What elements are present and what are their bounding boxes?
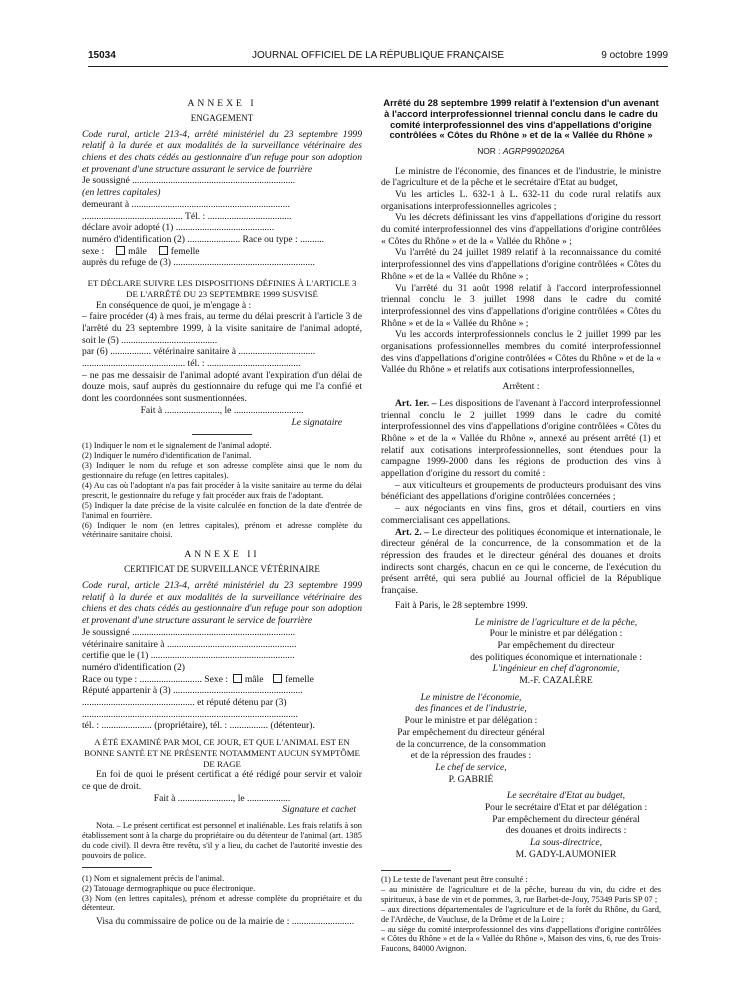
nota-text: Nota. – Le présent certificat est personnel et inaliénable. Les frais relatifs à son établissement sont à la charge du propriétaire ou du détenteur de l'animal (art. 1385 du code civil). Il devra être revêtu, s'il y a lieu, du cachet de l'autorité investie des pouvoirs de police. bbox=[82, 821, 362, 860]
signatory-line: des politiques économique et internationale : bbox=[470, 651, 642, 663]
en-foi-text: En foi de quoi le présent certificat a été rédigé pour servir et valoir ce que de droit. bbox=[82, 769, 362, 793]
note: (3) Indiquer le nom du refuge et son adresse complète ainsi que le nom du gestionnaire du refuge (en lettres capitales). bbox=[82, 461, 362, 480]
signatory-line: et de la répression des fraudes : bbox=[410, 750, 532, 762]
footnote-line: (1) Le texte de l'avenant peut être consulté : bbox=[381, 875, 528, 884]
signatory-line: Pour le ministre et par délégation : bbox=[404, 715, 538, 727]
footnote-line: – au siège du comité interprofessionnel des vins d'appellations d'origine contrôlées « Côtes du Rhône » et de la « Vallée du Rhône », Maison des vins, 6, rue des Trois-Faucons, 84000 Avignon. bbox=[381, 924, 661, 954]
note: (2) Tatouage dermographique ou puce électronique. bbox=[82, 883, 256, 893]
form-line: déclare avoir adopté (1) ......................................... bbox=[82, 222, 275, 234]
page-number: 15034 bbox=[88, 50, 116, 61]
signatory-title: des finances et de l'industrie, bbox=[415, 703, 527, 715]
form-line: numéro d'identification (2) bbox=[82, 661, 185, 673]
form-line: numéro d'identification (2) ...................... Race ou type : .......... bbox=[82, 234, 325, 245]
annexe-1-subtitle: ENGAGEMENT bbox=[190, 112, 254, 123]
arrete-footnote bbox=[381, 870, 661, 954]
preamble-paragraph: Vu les accords interprofessionnels conclus le 2 juillet 1999 par les organisations professionnelles membres du comité interprofessionnel des vins d'appellations d'origine contrôlées « Côtes du Rhône » et de la « Vallée du Rhône » et relatifs aux cotisations interprofessionnelles, bbox=[381, 329, 661, 376]
preamble-paragraph: Vu l'arrêté du 31 août 1998 relatif à l'accord interprofessionnel triennal conclu le 3 juillet 1998 dans le cadre du comité interprofessionnel des vins d'appellations d'origine contrôlées « Côtes du Rhône » et de la « Vallée du Rhône » ; bbox=[381, 282, 661, 329]
article-1 bbox=[381, 398, 661, 480]
signature-label: Signature et cachet bbox=[282, 804, 356, 816]
article-2-text: Le directeur des politiques économique et internationale, le directeur général de la concurrence, de la consommation et de la répression des fraudes et le directeur général des douanes et droits indirects sont chargés, chacun en ce qui le concerne, de l'exécution du présent arrêté, qui sera publié au Journal officiel de la République française. bbox=[381, 526, 661, 597]
signatory-line: Par empêchement du directeur général bbox=[492, 813, 640, 825]
arrete-title: Arrêté du 28 septembre 1999 relatif à l'extension d'un avenant à l'accord interprofessionnel triennal conclu dans le cadre du comité interprofessionnel des vins d'appellations d'origine contrôlées « Côtes du Rhône » et de la « Vallée du Rhône » bbox=[383, 97, 659, 141]
note: (6) Indiquer le nom (en lettres capitales), prénom et adresse complète du vétérinaire sanitaire choisi. bbox=[82, 520, 362, 540]
annexe-1-title: ANNEXE I bbox=[187, 98, 257, 109]
nor-label: NOR : bbox=[477, 146, 503, 157]
signature-block-economie bbox=[381, 692, 561, 786]
signatory-title: Le ministre de l'agriculture et de la pêche, bbox=[474, 616, 638, 628]
annexe-1-notes bbox=[82, 441, 362, 540]
engagement-form bbox=[82, 175, 362, 269]
male-label: mâle bbox=[128, 245, 147, 257]
left-column bbox=[82, 98, 362, 928]
signatory-name: M.-F. CAZALÈRE bbox=[519, 675, 593, 687]
note: (2) Indiquer le numéro d'identification de l'animal. bbox=[82, 451, 252, 461]
fait-paris: Fait à Paris, le 28 septembre 1999. bbox=[395, 599, 528, 611]
annexe-1-intro: Code rural, article 213-4, arrêté ministériel du 23 septembre 1999 relatif à la durée et aux modalités de la surveillance vétérinaire des chiens et des chats cédés au gestionnaire d'un refuge pour son adoption et provenant d'une structure assurant le service de fourrière bbox=[82, 128, 362, 175]
article-2-label: Art. 2. – bbox=[395, 526, 430, 538]
male-checkbox[interactable] bbox=[233, 674, 242, 683]
arrete-preamble bbox=[381, 166, 661, 377]
article-2 bbox=[381, 527, 661, 597]
signatory-line: Par empêchement du directeur bbox=[497, 639, 615, 651]
divider bbox=[381, 870, 451, 871]
signatory-line: Pour le ministre et par délégation : bbox=[489, 628, 623, 640]
female-label: femelle bbox=[285, 673, 314, 685]
form-line: vétérinaire sanitaire à ...................................................... bbox=[82, 638, 297, 650]
examined-heading: A ÉTÉ EXAMINÉ PAR MOI, CE JOUR, ET QUE L'ANIMAL EST EN BONNE SANTÉ ET NE PRÉSENTE NOTAMMENT AUCUN SYMPTÔME DE RAGE bbox=[84, 737, 360, 769]
issue-date: 9 octobre 1999 bbox=[601, 50, 668, 61]
female-checkbox[interactable] bbox=[159, 246, 168, 255]
engagement-item-2: – ne pas me dessaisir de l'animal adopté avant l'expiration d'un délai de douze mois, sauf auprès du gestionnaire du refuge qui me l'a confié et dont les coordonnées sont susmentionnées. bbox=[82, 369, 362, 405]
signatory-line: de la concurrence, de la consommation bbox=[396, 738, 546, 750]
article-1-item: – aux négociants en vins fins, gros et détail, courtiers en vins commercialisant ces appellations. bbox=[381, 503, 661, 526]
form-line: certifie que le (1) ............................................................ bbox=[82, 650, 295, 662]
signatory-line: Le chef de service, bbox=[435, 761, 507, 773]
signatory-title: Le ministre de l'économie, bbox=[420, 691, 522, 703]
signature-block-agriculture bbox=[381, 617, 661, 687]
preamble-paragraph: Vu l'arrêté du 24 juillet 1989 relatif à la reconnaissance du comité interprofessionnel des vins d'appellations d'origine contrôlées « Côtes du Rhône » et de la « Vallée du Rhône » ; bbox=[381, 247, 661, 282]
signatory-line: L'ingénieur en chef d'agronomie, bbox=[492, 663, 620, 675]
footnote-line: – au ministère de l'agriculture et de la pêche, bureau du vin, du cidre et des spiritueux, à base de vin et de pommes, 3, rue Barbet-de-Jouy, 75349 Paris SP 07 ; bbox=[381, 884, 661, 904]
annexe-2-intro: Code rural, article 213-4, arrêté ministériel du 23 septembre 1999 relatif à la durée et aux modalités de la surveillance vétérinaire des chiens et des chats cédés au gestionnaire d'un refuge pour son adoption et provenant d'une structure assurant le service de fourrière bbox=[82, 580, 362, 627]
nor-code: AGRP9902026A bbox=[502, 146, 565, 157]
engagement-item-1: – faire procéder (4) à mes frais, au terme du délai prescrit à l'article 3 de l'arrêté du 23 septembre 1999, à la visite sanitaire de l'animal adopté, soit le (5) ........................................ bbox=[82, 311, 362, 346]
fait-line: Fait à ......................., le .................. bbox=[153, 792, 291, 804]
annexe-2-notes bbox=[82, 874, 362, 914]
signatory-line: La sous-directrice, bbox=[529, 837, 603, 849]
preamble-paragraph: Vu les décrets définissant les vins d'appellations d'origine du ressort du comité interprofessionnel des vins d'appellations d'origine contrôlées « Côtes du Rhône » et de la « Vallée du Rhône » ; bbox=[381, 212, 661, 247]
arretent-label: Arrêtent : bbox=[502, 381, 540, 393]
form-line: par (6) ................. vétérinaire sanitaire à ................................ bbox=[82, 346, 316, 358]
form-line: .......................................... Tél. : ................................... bbox=[82, 210, 292, 222]
note: (1) Nom et signalement précis de l'animal. bbox=[82, 873, 225, 883]
form-line: ............................................... et réputé détenu par (3) bbox=[82, 697, 287, 709]
signatory-name: P. GABRIÉ bbox=[448, 773, 494, 785]
footnote-line: – aux directions départementales de l'agriculture et de la forêt du Rhône, du Gard, de l'Ardèche, de Vaucluse, de la Drôme et de la Loire ; bbox=[381, 904, 661, 924]
signatory-name: M. GADY-LAUMONIER bbox=[515, 848, 617, 860]
visa-line: Visa du commissaire de police ou de la mairie de : .......................... bbox=[96, 916, 355, 928]
male-label: mâle bbox=[244, 673, 264, 685]
race-sex-row bbox=[82, 674, 362, 686]
female-label: femelle bbox=[170, 245, 200, 257]
form-line: (en lettres capitales) bbox=[82, 187, 161, 199]
signatory-line: Par empêchement du directeur général bbox=[397, 726, 545, 738]
preamble-paragraph: Vu les articles L. 632-1 à L. 632-11 du code rural relatifs aux organisations interprofessionnelles agricoles ; bbox=[381, 188, 661, 212]
article-1-text: Les dispositions de l'avenant à l'accord interprofessionnel triennal conclu le 2 juillet 1999 dans le cadre du comité interprofessionnel des vins d'appellations d'origine contrôlées « Côtes du Rhône » et de la « Vallée du Rhône », annexé au présent arrêté (1) et relatif aux cotisations interprofessionnelles, sont étendues pour la campagne 1999-2000 dans les régions de production des vins à appellation d'origine du ressort du comité : bbox=[381, 397, 661, 480]
signature-block-budget bbox=[381, 790, 661, 860]
nor-reference bbox=[381, 146, 661, 156]
form-line: Je soussigné .................................................................... bbox=[82, 626, 296, 638]
form-line: Réputé appartenir à (3) ...................................................... bbox=[82, 685, 303, 697]
fait-line: Fait à ......................., le ............................. bbox=[140, 404, 304, 416]
journal-title: JOURNAL OFFICIEL DE LA RÉPUBLIQUE FRANÇAISE bbox=[251, 50, 505, 61]
divider bbox=[82, 867, 152, 868]
form-line: auprès du refuge de (3) ........................................................... bbox=[82, 257, 315, 269]
consequence-text: En conséquence de quoi, je m'engage à : bbox=[96, 299, 252, 311]
article-1-item: – aux viticulteurs et groupements de producteurs produisant des vins bénéficiant des appellations d'origine contrôlées concernées ; bbox=[381, 479, 661, 503]
sex-label: sexe : bbox=[82, 245, 105, 257]
form-line: demeurant à .................................................................. bbox=[82, 198, 290, 210]
annexe-2-subtitle: CERTIFICAT DE SURVEILLANCE VÉTÉRINAIRE bbox=[124, 564, 320, 575]
form-line: tél. : ..................... (propriétaire), tél. : ................ (détenteur). bbox=[82, 720, 315, 732]
signatory-title: Le secrétaire d'Etat au budget, bbox=[506, 790, 626, 802]
preamble-paragraph: Le ministre de l'économie, des finances et de l'industrie, le ministre de l'agriculture et de la pêche et le secrétaire d'Etat au budget, bbox=[381, 165, 661, 189]
sex-row bbox=[82, 246, 362, 258]
declare-heading: ET DÉCLARE SUIVRE LES DISPOSITIONS DÉFINIES À L'ARTICLE 3 DE L'ARRÊTÉ DU 23 SEPTEMBRE 1999 SUSVISÉ bbox=[87, 278, 357, 299]
note: (3) Nom (en lettres capitales), prénom et adresse complète du propriétaire et du détenteur. bbox=[82, 893, 362, 913]
annexe-2-title: ANNEXE II bbox=[184, 549, 260, 561]
divider bbox=[192, 434, 252, 435]
note: (1) Indiquer le nom et le signalement de l'animal adopté. bbox=[82, 441, 272, 451]
right-column bbox=[381, 98, 661, 861]
page-header bbox=[88, 50, 668, 64]
note: (5) Indiquer la date précise de la visite calculée en fonction de la date d'entrée de l'animal en fourrière. bbox=[82, 500, 362, 520]
female-checkbox[interactable] bbox=[273, 674, 282, 683]
form-line: .......................................................................................... bbox=[82, 708, 298, 720]
note: (4) Au cas où l'adoptant n'a pas fait procéder à la visite sanitaire au terme du délai prescrit, le gestionnaire du refuge y fait procéder aux frais de l'adoptant. bbox=[82, 480, 362, 500]
certificate-form bbox=[82, 627, 362, 732]
header-rule bbox=[88, 66, 668, 67]
form-line: Je soussigné .................................................................... bbox=[82, 175, 296, 187]
article-1-label: Art. 1er. – bbox=[395, 397, 437, 409]
signatory-line: Pour le secrétaire d'Etat et par délégation : bbox=[484, 802, 648, 814]
signataire-label: Le signataire bbox=[291, 416, 342, 428]
form-line: ........................................... tél. : ....................................... bbox=[82, 358, 301, 370]
race-label: Race ou type : .......................... Sexe : bbox=[82, 673, 229, 685]
male-checkbox[interactable] bbox=[116, 246, 125, 255]
signatory-line: des douanes et droits indirects : bbox=[505, 825, 627, 837]
